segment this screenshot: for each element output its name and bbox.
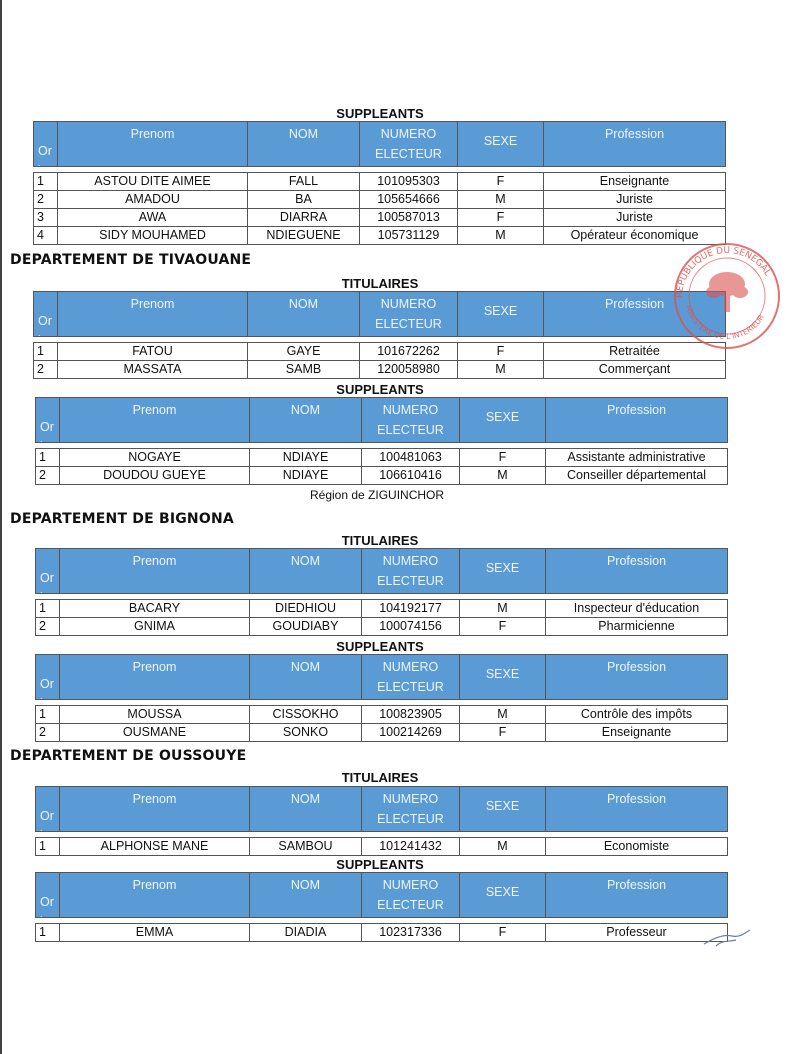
cell-order: 1 — [34, 343, 58, 361]
header-profession: Profession — [544, 292, 726, 337]
cell-profession: Retraitée — [544, 343, 726, 361]
cell-order: 4 — [34, 227, 58, 245]
header-sexe: SEXE — [458, 292, 544, 337]
header-nom: NOM — [250, 655, 362, 700]
cell-prenom: EMMA — [60, 924, 250, 942]
cell-nom: DIEDHIOU — [250, 600, 362, 618]
cell-sexe: M — [458, 227, 544, 245]
header-nom: NOM — [250, 398, 362, 443]
table-row — [36, 600, 728, 618]
caption-suppleants: SUPPLEANTS — [336, 382, 424, 397]
table-row — [34, 209, 726, 227]
cell-order: 1 — [36, 838, 60, 856]
cell-sexe: M — [460, 838, 546, 856]
caption-titulaires: TITULAIRES — [341, 770, 419, 785]
cell-nom: SAMBOU — [250, 838, 362, 856]
header-or: Or . — [36, 655, 60, 700]
cell-numero-electeur: 105654666 — [360, 191, 458, 209]
cell-order: 3 — [34, 209, 58, 227]
cell-order: 1 — [36, 600, 60, 618]
header-sexe: SEXE — [460, 398, 546, 443]
cell-nom: NDIAYE — [250, 467, 362, 485]
cell-profession: Economiste — [546, 838, 728, 856]
cell-prenom: AMADOU — [58, 191, 248, 209]
cell-numero-electeur: 106610416 — [362, 467, 460, 485]
header-nom: NOM — [250, 873, 362, 918]
header-numero-electeur: NUMERO ELECTEUR — [362, 873, 460, 918]
cell-sexe: M — [460, 467, 546, 485]
cell-nom: SAMB — [248, 361, 360, 379]
cell-numero-electeur: 100823905 — [362, 706, 460, 724]
cell-profession: Enseignante — [546, 724, 728, 742]
cell-prenom: NOGAYE — [60, 449, 250, 467]
header-or: Or . — [36, 398, 60, 443]
cell-profession: Juriste — [544, 209, 726, 227]
header-profession: Profession — [546, 549, 728, 594]
header-or: Or . — [34, 292, 58, 337]
cell-prenom: SIDY MOUHAMED — [58, 227, 248, 245]
cell-nom: BA — [248, 191, 360, 209]
cell-prenom: ALPHONSE MANE — [60, 838, 250, 856]
candidates-table — [35, 654, 728, 742]
cell-nom: GOUDIABY — [250, 618, 362, 636]
cell-order: 1 — [36, 449, 60, 467]
header-nom: NOM — [250, 787, 362, 832]
header-profession: Profession — [546, 655, 728, 700]
signature-mark — [702, 922, 752, 952]
header-prenom: Prenom — [60, 398, 250, 443]
header-or: Or . — [36, 549, 60, 594]
header-numero-electeur: NUMERO ELECTEUR — [362, 787, 460, 832]
cell-order: 1 — [36, 706, 60, 724]
header-or: Or . — [34, 122, 58, 167]
cell-nom: CISSOKHO — [250, 706, 362, 724]
header-nom: NOM — [248, 122, 360, 167]
header-numero-electeur: NUMERO ELECTEUR — [362, 398, 460, 443]
caption-titulaires: TITULAIRES — [341, 533, 419, 548]
page-left-border — [0, 0, 2, 1054]
cell-prenom: MASSATA — [58, 361, 248, 379]
cell-sexe: F — [458, 343, 544, 361]
cell-profession: Inspecteur d'éducation — [546, 600, 728, 618]
cell-numero-electeur: 101241432 — [362, 838, 460, 856]
cell-numero-electeur: 102317336 — [362, 924, 460, 942]
table-row — [36, 924, 728, 942]
cell-order: 1 — [36, 924, 60, 942]
stamp-text-top: REPUBLIQUE DU SENEGAL — [674, 245, 773, 299]
cell-profession: Professeur — [546, 924, 728, 942]
department-title: DEPARTEMENT DE BIGNONA — [10, 511, 234, 527]
caption-suppleants: SUPPLEANTS — [336, 106, 424, 121]
cell-prenom: AWA — [58, 209, 248, 227]
header-prenom: Prenom — [60, 873, 250, 918]
cell-nom: FALL — [248, 173, 360, 191]
candidates-table — [35, 397, 728, 485]
cell-sexe: M — [460, 706, 546, 724]
table-row — [34, 227, 726, 245]
cell-numero-electeur: 100587013 — [360, 209, 458, 227]
department-title: DEPARTEMENT DE OUSSOUYE — [10, 748, 247, 764]
header-or: Or . — [36, 787, 60, 832]
cell-profession: Conseiller départemental — [546, 467, 728, 485]
cell-profession: Juriste — [544, 191, 726, 209]
cell-nom: SONKO — [250, 724, 362, 742]
cell-sexe: F — [460, 724, 546, 742]
candidates-table — [35, 548, 728, 636]
cell-order: 2 — [36, 618, 60, 636]
cell-sexe: M — [458, 191, 544, 209]
header-sexe: SEXE — [460, 787, 546, 832]
table-row — [36, 724, 728, 742]
header-prenom: Prenom — [58, 122, 248, 167]
caption-suppleants: SUPPLEANTS — [336, 639, 424, 654]
header-numero-electeur: NUMERO ELECTEUR — [362, 549, 460, 594]
cell-sexe: M — [460, 600, 546, 618]
header-sexe: SEXE — [460, 549, 546, 594]
table-row — [36, 618, 728, 636]
header-sexe: SEXE — [460, 655, 546, 700]
table-row — [34, 343, 726, 361]
cell-nom: NDIEGUENE — [248, 227, 360, 245]
cell-numero-electeur: 105731129 — [360, 227, 458, 245]
cell-nom: DIARRA — [248, 209, 360, 227]
table-row — [34, 173, 726, 191]
cell-profession: Enseignante — [544, 173, 726, 191]
header-profession: Profession — [546, 398, 728, 443]
cell-prenom: DOUDOU GUEYE — [60, 467, 250, 485]
header-or: Or . — [36, 873, 60, 918]
table-row — [34, 191, 726, 209]
table-row — [36, 838, 728, 856]
cell-prenom: GNIMA — [60, 618, 250, 636]
cell-sexe: F — [460, 449, 546, 467]
header-prenom: Prenom — [60, 549, 250, 594]
cell-sexe: F — [460, 618, 546, 636]
cell-sexe: M — [458, 361, 544, 379]
cell-profession: Contrôle des impôts — [546, 706, 728, 724]
cell-order: 2 — [34, 361, 58, 379]
table-row — [34, 361, 726, 379]
cell-numero-electeur: 100214269 — [362, 724, 460, 742]
table-row — [36, 467, 728, 485]
cell-prenom: FATOU — [58, 343, 248, 361]
header-nom: NOM — [250, 549, 362, 594]
header-sexe: SEXE — [460, 873, 546, 918]
cell-order: 2 — [34, 191, 58, 209]
caption-titulaires: TITULAIRES — [341, 276, 419, 291]
cell-prenom: BACARY — [60, 600, 250, 618]
cell-numero-electeur: 100074156 — [362, 618, 460, 636]
cell-profession: Opérateur économique — [544, 227, 726, 245]
candidates-table — [33, 291, 726, 379]
caption-suppleants: SUPPLEANTS — [336, 857, 424, 872]
header-sexe: SEXE — [458, 122, 544, 167]
candidates-table — [33, 121, 726, 245]
header-prenom: Prenom — [60, 655, 250, 700]
official-seal-stamp — [668, 240, 786, 352]
candidates-table — [35, 872, 728, 942]
cell-numero-electeur: 104192177 — [362, 600, 460, 618]
header-prenom: Prenom — [60, 787, 250, 832]
region-label: Région de ZIGUINCHOR — [310, 488, 445, 502]
cell-prenom: ASTOU DITE AIMEE — [58, 173, 248, 191]
cell-numero-electeur: 120058980 — [360, 361, 458, 379]
header-profession: Profession — [546, 787, 728, 832]
cell-profession: Pharmicienne — [546, 618, 728, 636]
cell-sexe: F — [460, 924, 546, 942]
cell-prenom: MOUSSA — [60, 706, 250, 724]
cell-order: 2 — [36, 467, 60, 485]
header-nom: NOM — [248, 292, 360, 337]
cell-order: 1 — [34, 173, 58, 191]
table-row — [36, 706, 728, 724]
cell-numero-electeur: 101095303 — [360, 173, 458, 191]
candidates-table — [35, 786, 728, 856]
header-numero-electeur: NUMERO ELECTEUR — [360, 292, 458, 337]
stamp-text-bottom: MINISTERE DE L'INTERIEUR — [683, 303, 766, 341]
cell-prenom: OUSMANE — [60, 724, 250, 742]
cell-profession: Commerçant — [544, 361, 726, 379]
department-title: DEPARTEMENT DE TIVAOUANE — [10, 252, 252, 268]
table-row — [36, 449, 728, 467]
cell-profession: Assistante administrative — [546, 449, 728, 467]
cell-nom: DIADIA — [250, 924, 362, 942]
header-numero-electeur: NUMERO ELECTEUR — [360, 122, 458, 167]
header-numero-electeur: NUMERO ELECTEUR — [362, 655, 460, 700]
header-profession: Profession — [546, 873, 728, 918]
cell-numero-electeur: 100481063 — [362, 449, 460, 467]
cell-sexe: F — [458, 209, 544, 227]
cell-sexe: F — [458, 173, 544, 191]
cell-nom: GAYE — [248, 343, 360, 361]
cell-nom: NDIAYE — [250, 449, 362, 467]
cell-order: 2 — [36, 724, 60, 742]
header-profession: Profession — [544, 122, 726, 167]
cell-numero-electeur: 101672262 — [360, 343, 458, 361]
header-prenom: Prenom — [58, 292, 248, 337]
